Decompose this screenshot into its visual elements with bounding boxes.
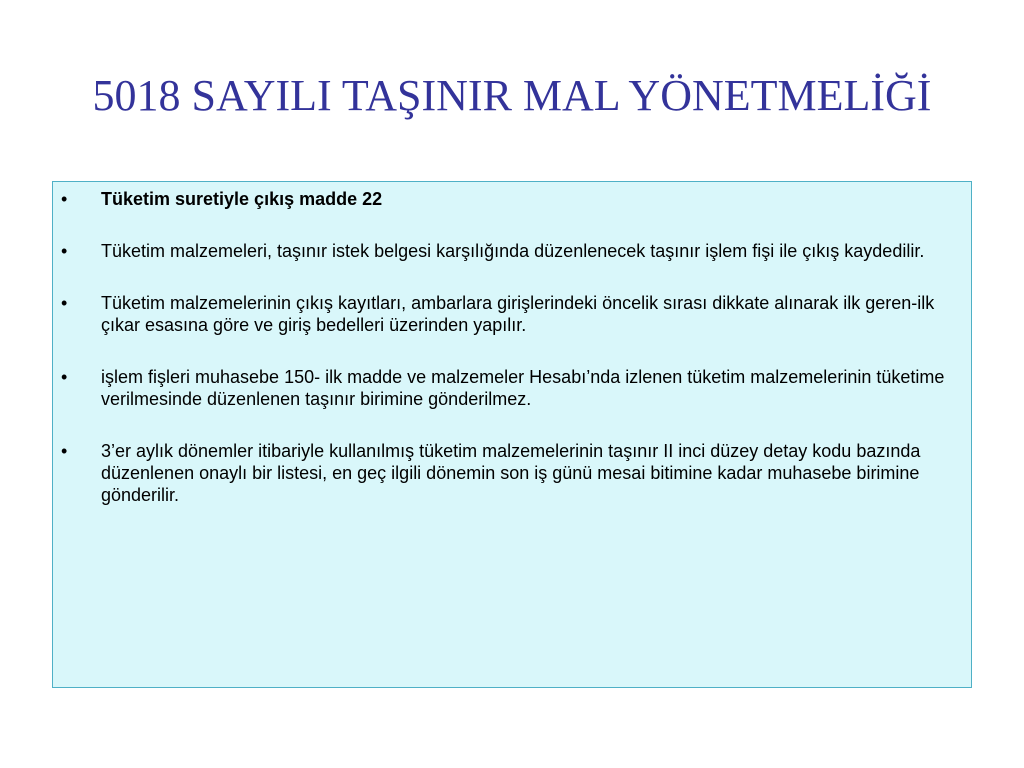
bullet-icon: • [61, 293, 68, 313]
bullet-icon: • [61, 241, 68, 261]
content-box [52, 181, 972, 688]
bullet-icon: • [61, 367, 68, 387]
bullet-text: işlem fişleri muhasebe 150- ilk madde ve malzemeler Hesabı’nda izlenen tüketim malzemelerinin tüketime verilmesinde düzenlenen taşınır birimine gönderilmez. [101, 367, 945, 409]
bullet-text: 3’er aylık dönemler itibariyle kullanılmış tüketim malzemelerinin taşınır II inci düzey detay kodu bazında düzenlenen onaylı bir listesi, en geç ilgili dönemin son iş günü mesai bitimine kadar muhasebe birimine gönderilir. [101, 441, 921, 505]
bullet-list [61, 188, 961, 536]
bullet-text: Tüketim suretiyle çıkış madde 22 [101, 189, 383, 209]
bullet-item [61, 292, 961, 336]
bullet-text: Tüketim malzemelerinin çıkış kayıtları, ambarlara girişlerindeki öncelik sırası dikkate alınarak ilk geren-ilk çıkar esasına göre ve giriş bedelleri üzerinden yapılır. [101, 293, 935, 335]
bullet-text: Tüketim malzemeleri, taşınır istek belgesi karşılığında düzenlenecek taşınır işlem fişi ile çıkış kaydedilir. [101, 241, 925, 261]
slide-title: 5018 SAYILI TAŞINIR MAL YÖNETMELİĞİ [92, 71, 932, 120]
bullet-item [61, 188, 961, 210]
bullet-icon: • [61, 441, 68, 461]
bullet-icon: • [61, 189, 68, 209]
bullet-item [61, 440, 961, 506]
bullet-item [61, 240, 961, 262]
bullet-item [61, 366, 961, 410]
